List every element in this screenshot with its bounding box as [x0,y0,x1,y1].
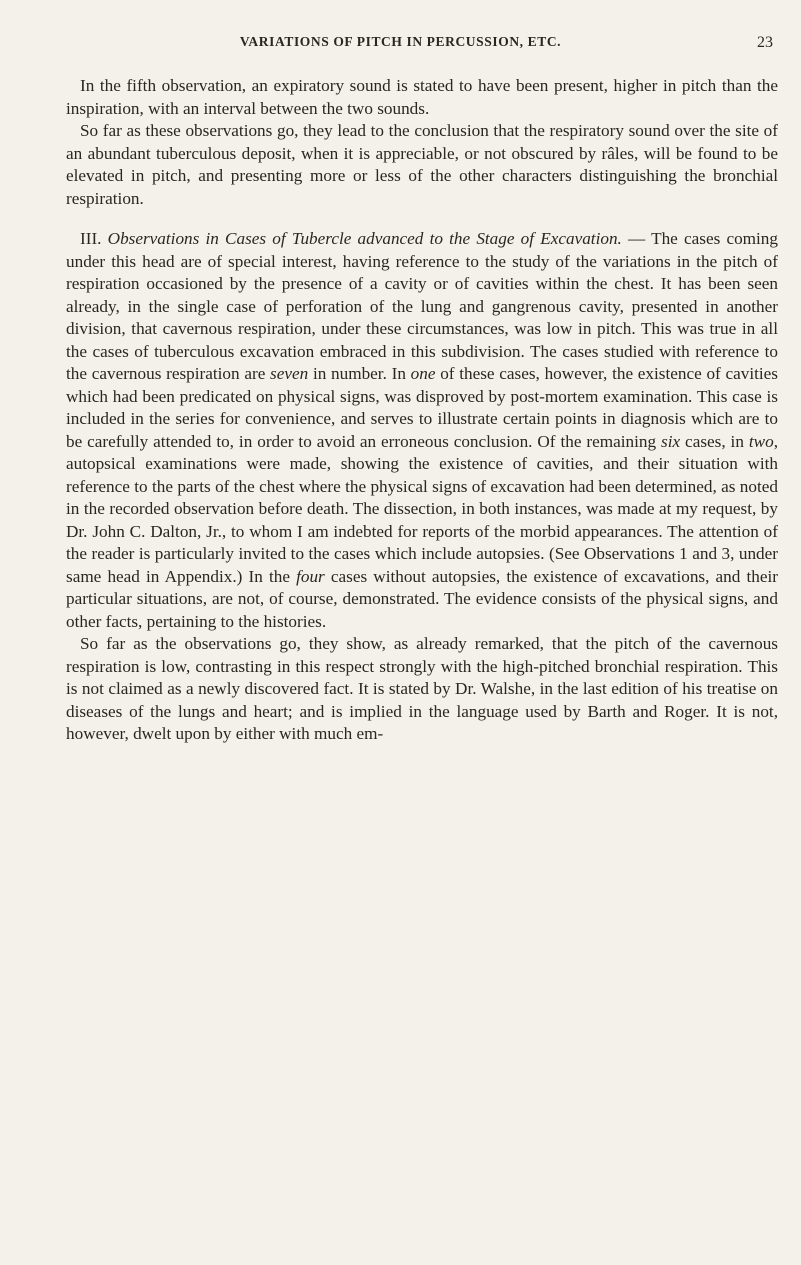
running-header: VARIATIONS OF PITCH IN PERCUSSION, ETC. [239,34,562,49]
paragraph-cavernous-pitch: So far as the observations go, they show, as already remarked, that the pitch of the cavernous respiration is low, contrasting in this respect strongly with the high-pitched bronchial respiration. This is not claimed as a newly discovered fact. It is stated by Dr. Walshe, in the last edition of his treatise on diseases of the lungs and heart; and is implied in the language used by Barth and Roger. It is not, however, dwelt upon by either with much em- [66,634,778,743]
body-text [66,75,778,746]
paragraph-section-iii: III. Observations in Cases of Tubercle advanced to the Stage of Excavation. — The cases coming under this head are of special interest, having reference to the study of the variations in the pitch of respiration occasioned by the presence of a cavity or of cavities within the chest. It has been seen already, in the single case of perforation of the lung and gangrenous cavity, presented in another division, that cavernous respiration, under these circumstances, was low in pitch. This was true in all the cases of tuberculous excavation embraced in this subdivision. The cases studied with reference to the cavernous respiration are seven in number. In one of these cases, however, the existence of cavities which had been predicated on physical signs, was disproved by post-mortem examination. This case is included in the series for convenience, and serves to illustrate certain points in diagnosis which are to be carefully attended to, in order to avoid an erroneous conclusion. Of the remaining six cases, in two, autopsical examinations were made, showing the existence of cavities, and their situation with reference to the parts of the chest where the physical signs of excavation had been determined, as noted in the recorded observation before death. The dissection, in both instances, was made at my request, by Dr. John C. Dalton, Jr., to whom I am indebted for reports of the morbid appearances. The attention of the reader is particularly invited to the cases which include autopsies. (See Observations 1 and 3, under same head in Appendix.) In the four cases without autopsies, the existence of excavations, and their particular situations, are not, of course, demonstrated. The evidence consists of the physical signs, and other facts, pertaining to the histories. [66,229,778,631]
section-number: III. [80,229,102,248]
paragraph-fifth-observation: In the fifth observation, an expiratory sound is stated to have been present, higher in pitch than the inspiration, with an interval between the two sounds. [66,76,778,118]
paragraph-conclusion: So far as these observations go, they lead to the conclusion that the respiratory sound over the site of an abundant tuberculous deposit, when it is appreciable, or not obscured by râles, will be found to be elevated in pitch, and presenting more or less of the other characters distinguishing the bronchial respiration. [66,121,778,208]
section-heading: Observations in Cases of Tubercle advanced to the Stage of Excavation. [107,229,622,248]
page-number: 23 [757,34,773,51]
